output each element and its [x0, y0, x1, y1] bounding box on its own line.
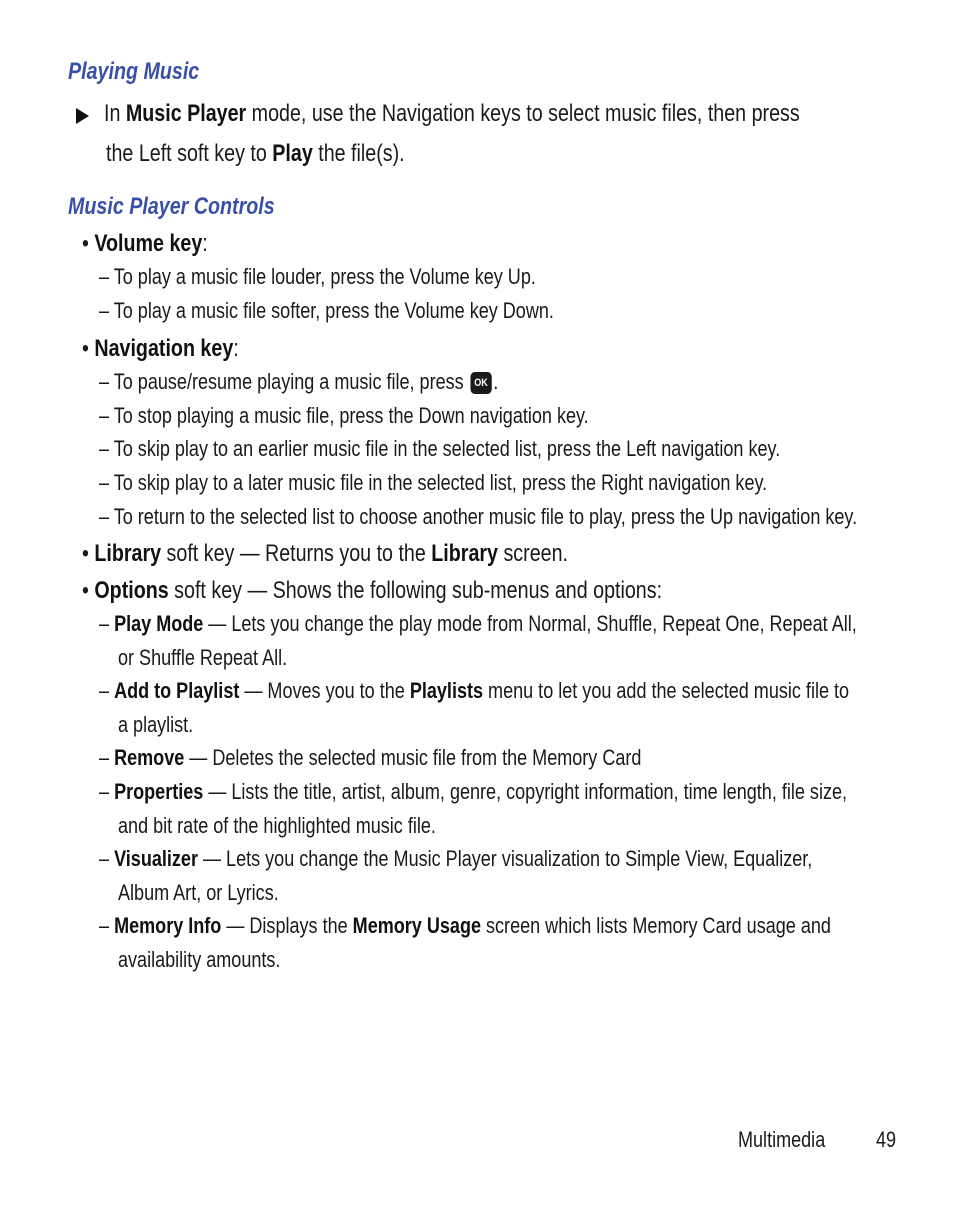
options-item: • Options soft key — Shows the following sub-menus and options: — [82, 577, 663, 604]
add-playlist-line-2: a playlist. — [118, 712, 194, 737]
visualizer-line-2: Album Art, or Lyrics. — [118, 880, 279, 905]
memory-info-line-1: – Memory Info — Displays the Memory Usage screen which lists Memory Card usage and — [99, 913, 831, 938]
volume-sub-1: – To play a music file louder, press the Volume key Up. — [99, 264, 536, 289]
heading-playing-music: Playing Music — [68, 58, 200, 85]
play-mode-line-1: – Play Mode — Lets you change the play mode from Normal, Shuffle, Repeat One, Repeat All, — [99, 611, 857, 636]
ok-key-icon: OK — [470, 372, 491, 394]
properties-line-1: – Properties — Lists the title, artist, album, genre, copyright information, time length, file size, — [99, 779, 848, 804]
library-item: • Library soft key — Returns you to the Library screen. — [82, 540, 569, 567]
intro-line-1: In Music Player mode, use the Navigation keys to select music files, then press — [104, 100, 800, 127]
navigation-key-item: • Navigation key: — [82, 335, 239, 362]
add-playlist-line-1: – Add to Playlist — Moves you to the Playlists menu to let you add the selected music file to — [99, 678, 850, 703]
nav-sub-up: – To return to the selected list to choose another music file to play, press the Up navigation key. — [99, 504, 858, 529]
footer-section-name: Multimedia — [738, 1127, 826, 1152]
play-mode-line-2: or Shuffle Repeat All. — [118, 645, 288, 670]
nav-sub-left: – To skip play to an earlier music file in the selected list, press the Left navigation key. — [99, 436, 781, 461]
memory-info-line-2: availability amounts. — [118, 947, 281, 972]
footer-page-number: 49 — [876, 1127, 897, 1152]
visualizer-line-1: – Visualizer — Lets you change the Music Player visualization to Simple View, Equalizer, — [99, 846, 813, 871]
nav-sub-pause: – To pause/resume playing a music file, press OK . — [99, 369, 499, 394]
intro-line-2: the Left soft key to Play the file(s). — [106, 140, 405, 167]
remove-line: – Remove — Deletes the selected music file from the Memory Card — [99, 745, 642, 770]
heading-music-player-controls: Music Player Controls — [68, 193, 275, 220]
nav-sub-right: – To skip play to a later music file in the selected list, press the Right navigation key. — [99, 470, 768, 495]
nav-sub-stop: – To stop playing a music file, press the Down navigation key. — [99, 403, 589, 428]
volume-sub-2: – To play a music file softer, press the Volume key Down. — [99, 298, 554, 323]
volume-key-item: • Volume key: — [82, 230, 208, 257]
properties-line-2: and bit rate of the highlighted music file. — [118, 813, 436, 838]
arrow-bullet-icon — [76, 108, 89, 124]
